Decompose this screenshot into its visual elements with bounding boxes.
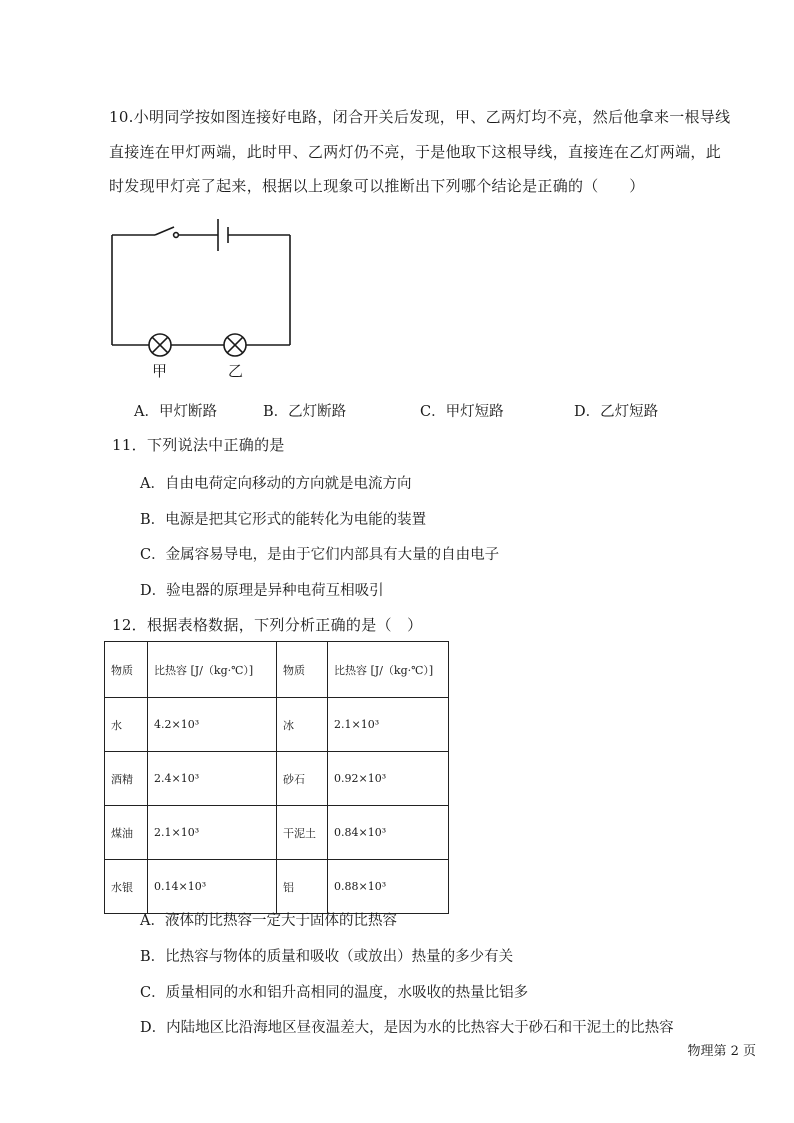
q10-stem-line-1: 10.小明同学按如图连接好电路，闭合开关后发现，甲、乙两灯均不亮，然后他拿来一根导线 bbox=[109, 108, 731, 126]
q10-stem-line-2: 直接连在甲灯两端，此时甲、乙两灯仍不亮，于是他取下这根导线，直接连在乙灯两端，此 bbox=[109, 143, 722, 161]
table-cell: 2.1×10³ bbox=[148, 806, 277, 860]
table-cell: 4.2×10³ bbox=[148, 698, 277, 752]
table-cell: 0.84×10³ bbox=[328, 806, 449, 860]
table-cell: 水银 bbox=[105, 860, 148, 914]
lamp-jia bbox=[149, 334, 171, 356]
table-row bbox=[105, 752, 449, 806]
table-cell: 煤油 bbox=[105, 806, 148, 860]
table-cell: 砂石 bbox=[277, 752, 328, 806]
table-row bbox=[105, 806, 449, 860]
q11-option-c: C．金属容易导电，是由于它们内部具有大量的自由电子 bbox=[140, 547, 500, 563]
q10-option-c: C．甲灯短路 bbox=[420, 404, 504, 420]
q10-option-a: A．甲灯断路 bbox=[134, 404, 217, 420]
table-header-cell: 比热容 [J/（kg·℃）] bbox=[148, 642, 277, 698]
table-cell: 0.14×10³ bbox=[148, 860, 277, 914]
table-row bbox=[105, 860, 449, 914]
q11-option-b: B．电源是把其它形式的能转化为电能的装置 bbox=[140, 512, 427, 528]
specific-heat-table bbox=[104, 641, 449, 914]
table-header-cell: 比热容 [J/（kg·℃）] bbox=[328, 642, 449, 698]
q12-option-d: D．内陆地区比沿海地区昼夜温差大，是因为水的比热容大于砂石和干泥土的比热容 bbox=[140, 1020, 674, 1036]
table-cell: 干泥土 bbox=[277, 806, 328, 860]
table-cell: 铝 bbox=[277, 860, 328, 914]
q10-option-b: B．乙灯断路 bbox=[263, 404, 347, 420]
lamp-label-yi: 乙 bbox=[228, 362, 244, 380]
table-header-cell: 物质 bbox=[277, 642, 328, 698]
q10-stem-line-3: 时发现甲灯亮了起来，根据以上现象可以推断出下列哪个结论是正确的（ ） bbox=[109, 177, 645, 195]
table-cell: 2.1×10³ bbox=[328, 698, 449, 752]
q12-option-c: C．质量相同的水和铝升高相同的温度，水吸收的热量比铝多 bbox=[140, 985, 529, 1001]
page-footer: 物理第 2 页 bbox=[687, 1044, 756, 1059]
q12-stem: 12．根据表格数据，下列分析正确的是（ ） bbox=[112, 616, 423, 634]
q12-option-b: B．比热容与物体的质量和吸收（或放出）热量的多少有关 bbox=[140, 949, 514, 965]
q11-option-d: D．验电器的原理是异种电荷互相吸引 bbox=[140, 583, 384, 599]
table-cell: 0.92×10³ bbox=[328, 752, 449, 806]
table-cell: 0.88×10³ bbox=[328, 860, 449, 914]
q10-option-d: D．乙灯短路 bbox=[574, 404, 659, 420]
table-header-row bbox=[105, 642, 449, 698]
q12-option-a: A．液体的比热容一定大于固体的比热容 bbox=[140, 913, 397, 929]
lamp-yi bbox=[224, 334, 246, 356]
q11-option-a: A．自由电荷定向移动的方向就是电流方向 bbox=[140, 476, 412, 492]
circuit-diagram bbox=[100, 205, 310, 380]
switch bbox=[155, 227, 174, 235]
table-cell: 酒精 bbox=[105, 752, 148, 806]
table-cell: 2.4×10³ bbox=[148, 752, 277, 806]
lamp-label-jia: 甲 bbox=[152, 362, 168, 380]
table-row bbox=[105, 698, 449, 752]
table-header-cell: 物质 bbox=[105, 642, 148, 698]
q11-stem: 11．下列说法中正确的是 bbox=[112, 436, 285, 454]
table-cell: 水 bbox=[105, 698, 148, 752]
table-cell: 冰 bbox=[277, 698, 328, 752]
